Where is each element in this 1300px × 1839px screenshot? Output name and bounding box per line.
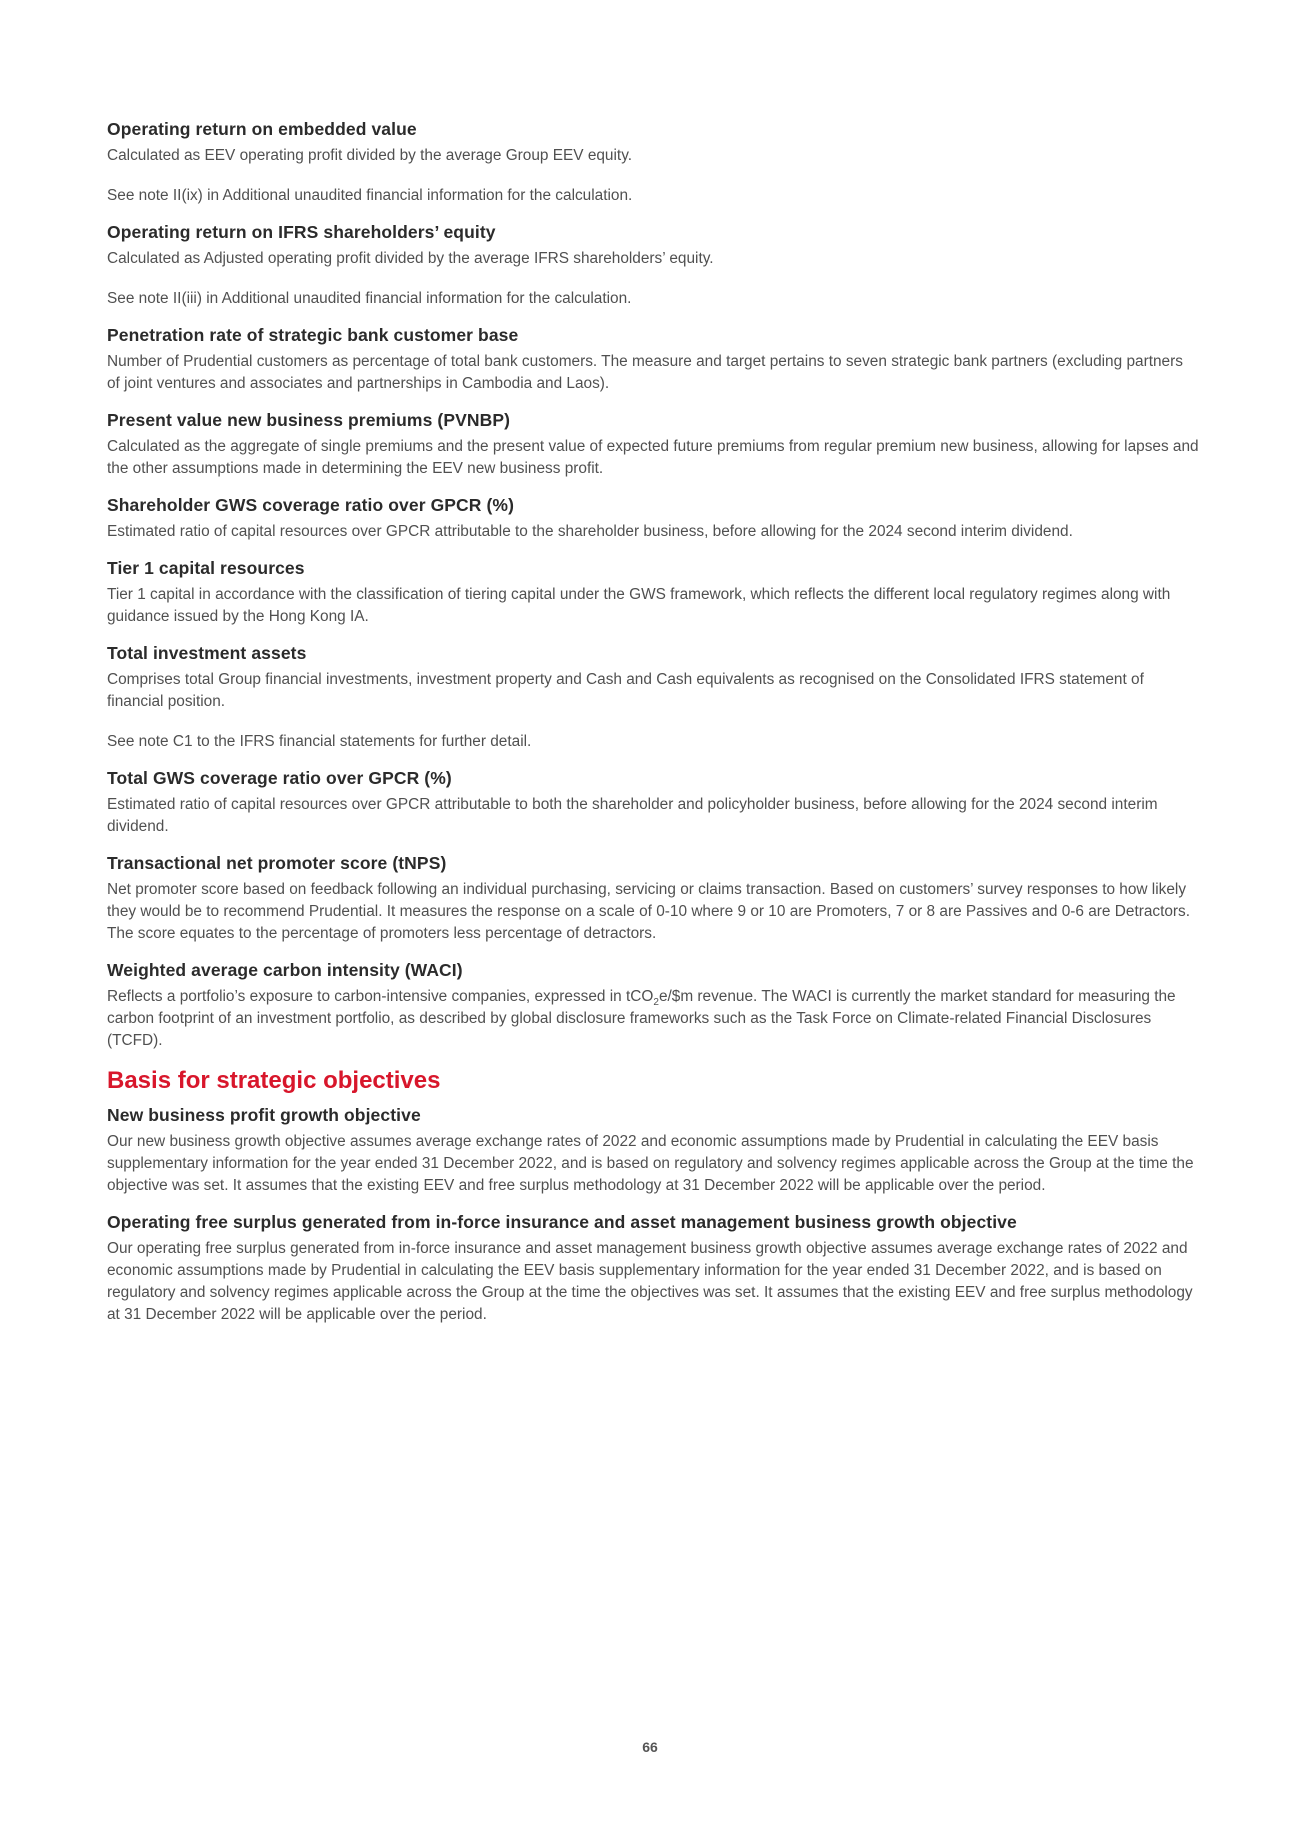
objective-title: Operating free surplus generated from in-force insurance and asset management business growth objective — [107, 1212, 1017, 1232]
objective-title: New business profit growth objective — [107, 1105, 421, 1125]
definition-note: See note II(iii) in Additional unaudited financial information for the calculation. — [107, 290, 632, 307]
definition-text: Calculated as Adjusted operating profit divided by the average IFRS shareholders’ equity. — [107, 250, 714, 267]
definition-title: Total GWS coverage ratio over GPCR (%) — [107, 768, 452, 788]
definition-entry — [107, 767, 1200, 838]
definition-entry — [107, 642, 1200, 753]
definition-entry-waci — [107, 959, 1200, 1052]
waci-subscript: 2 — [653, 997, 659, 1009]
definition-text: Calculated as EEV operating profit divided by the average Group EEV equity. — [107, 147, 633, 164]
definition-title: Weighted average carbon intensity (WACI) — [107, 960, 463, 980]
definition-title: Transactional net promoter score (tNPS) — [107, 853, 447, 873]
definition-text: Estimated ratio of capital resources over GPCR attributable to the shareholder business, before allowing for the 2024 second interim dividend. — [107, 523, 1073, 540]
definition-text: Tier 1 capital in accordance with the classification of tiering capital under the GWS framework, which reflects the different local regulatory regimes along with guidance issued by the Hong Kong IA. — [107, 586, 1171, 625]
definition-entry — [107, 494, 1200, 543]
definition-title: Shareholder GWS coverage ratio over GPCR (%) — [107, 495, 515, 515]
definition-text: Comprises total Group financial investments, investment property and Cash and Cash equivalents as recognised on the Consolidated IFRS statement of financial position. — [107, 671, 1144, 710]
page-content — [107, 118, 1200, 1340]
definition-entry — [107, 324, 1200, 395]
definition-title: Present value new business premiums (PVNBP) — [107, 410, 511, 430]
definition-text — [107, 986, 1200, 1052]
definition-note: See note C1 to the IFRS financial statements for further detail. — [107, 733, 532, 750]
definition-title: Operating return on IFRS shareholders’ equity — [107, 222, 496, 242]
objective-text: Our new business growth objective assumes average exchange rates of 2022 and economic assumptions made by Prudential in calculating the EEV basis supplementary information for the year ended 31 December 2022, and is based on regulatory and solvency regimes applicable across the Group at the time the objective was set. It assumes that the existing EEV and free surplus methodology at 31 December 2022 will be applicable over the period. — [107, 1133, 1194, 1194]
waci-text-before: Reflects a portfolio’s exposure to carbon-intensive companies, expressed in tCO — [107, 988, 654, 1005]
definition-note: See note II(ix) in Additional unaudited financial information for the calculation. — [107, 187, 633, 204]
definition-title: Total investment assets — [107, 643, 307, 663]
section-heading: Basis for strategic objectives — [107, 1067, 441, 1094]
waci-text-after: e/$m revenue. The WACI is currently the market standard for measuring the carbon footprint of an investment portfolio, as described by global disclosure frameworks such as the Task Force on Climate-related Financial Disclosures (TCFD). — [107, 988, 1176, 1049]
definition-entry — [107, 118, 1200, 207]
definition-entry — [107, 221, 1200, 310]
definition-text: Estimated ratio of capital resources over GPCR attributable to both the shareholder and policyholder business, before allowing for the 2024 second interim dividend. — [107, 796, 1158, 835]
definition-entry — [107, 409, 1200, 480]
definition-text: Calculated as the aggregate of single premiums and the present value of expected future premiums from regular premium new business, allowing for lapses and the other assumptions made in determining the EEV new business profit. — [107, 438, 1199, 477]
objective-entry — [107, 1211, 1200, 1326]
definition-text: Number of Prudential customers as percentage of total bank customers. The measure and target pertains to seven strategic bank partners (excluding partners of joint ventures and associates and partnerships in Cambodia and Laos). — [107, 353, 1183, 392]
definition-entry — [107, 557, 1200, 628]
definition-title: Operating return on embedded value — [107, 119, 417, 139]
definition-entry — [107, 852, 1200, 945]
objective-entry — [107, 1104, 1200, 1197]
definition-title: Penetration rate of strategic bank customer base — [107, 325, 519, 345]
definition-title: Tier 1 capital resources — [107, 558, 305, 578]
definition-text: Net promoter score based on feedback following an individual purchasing, servicing or claims transaction. Based on customers’ survey responses to how likely they would be to recommend Prudential. It measures the response on a scale of 0-10 where 9 or 10 are Promoters, 7 or 8 are Passives and 0-6 are Detractors. The score equates to the percentage of promoters less percentage of detractors. — [107, 881, 1191, 942]
page-number: 66 — [642, 1739, 658, 1755]
objective-text: Our operating free surplus generated from in-force insurance and asset management business growth objective assumes average exchange rates of 2022 and economic assumptions made by Prudential in calculating the EEV basis supplementary information for the year ended 31 December 2022, and is based on regulatory and solvency regimes applicable across the Group at the time the objectives was set. It assumes that the existing EEV and free surplus methodology at 31 December 2022 will be applicable over the period. — [107, 1240, 1193, 1323]
